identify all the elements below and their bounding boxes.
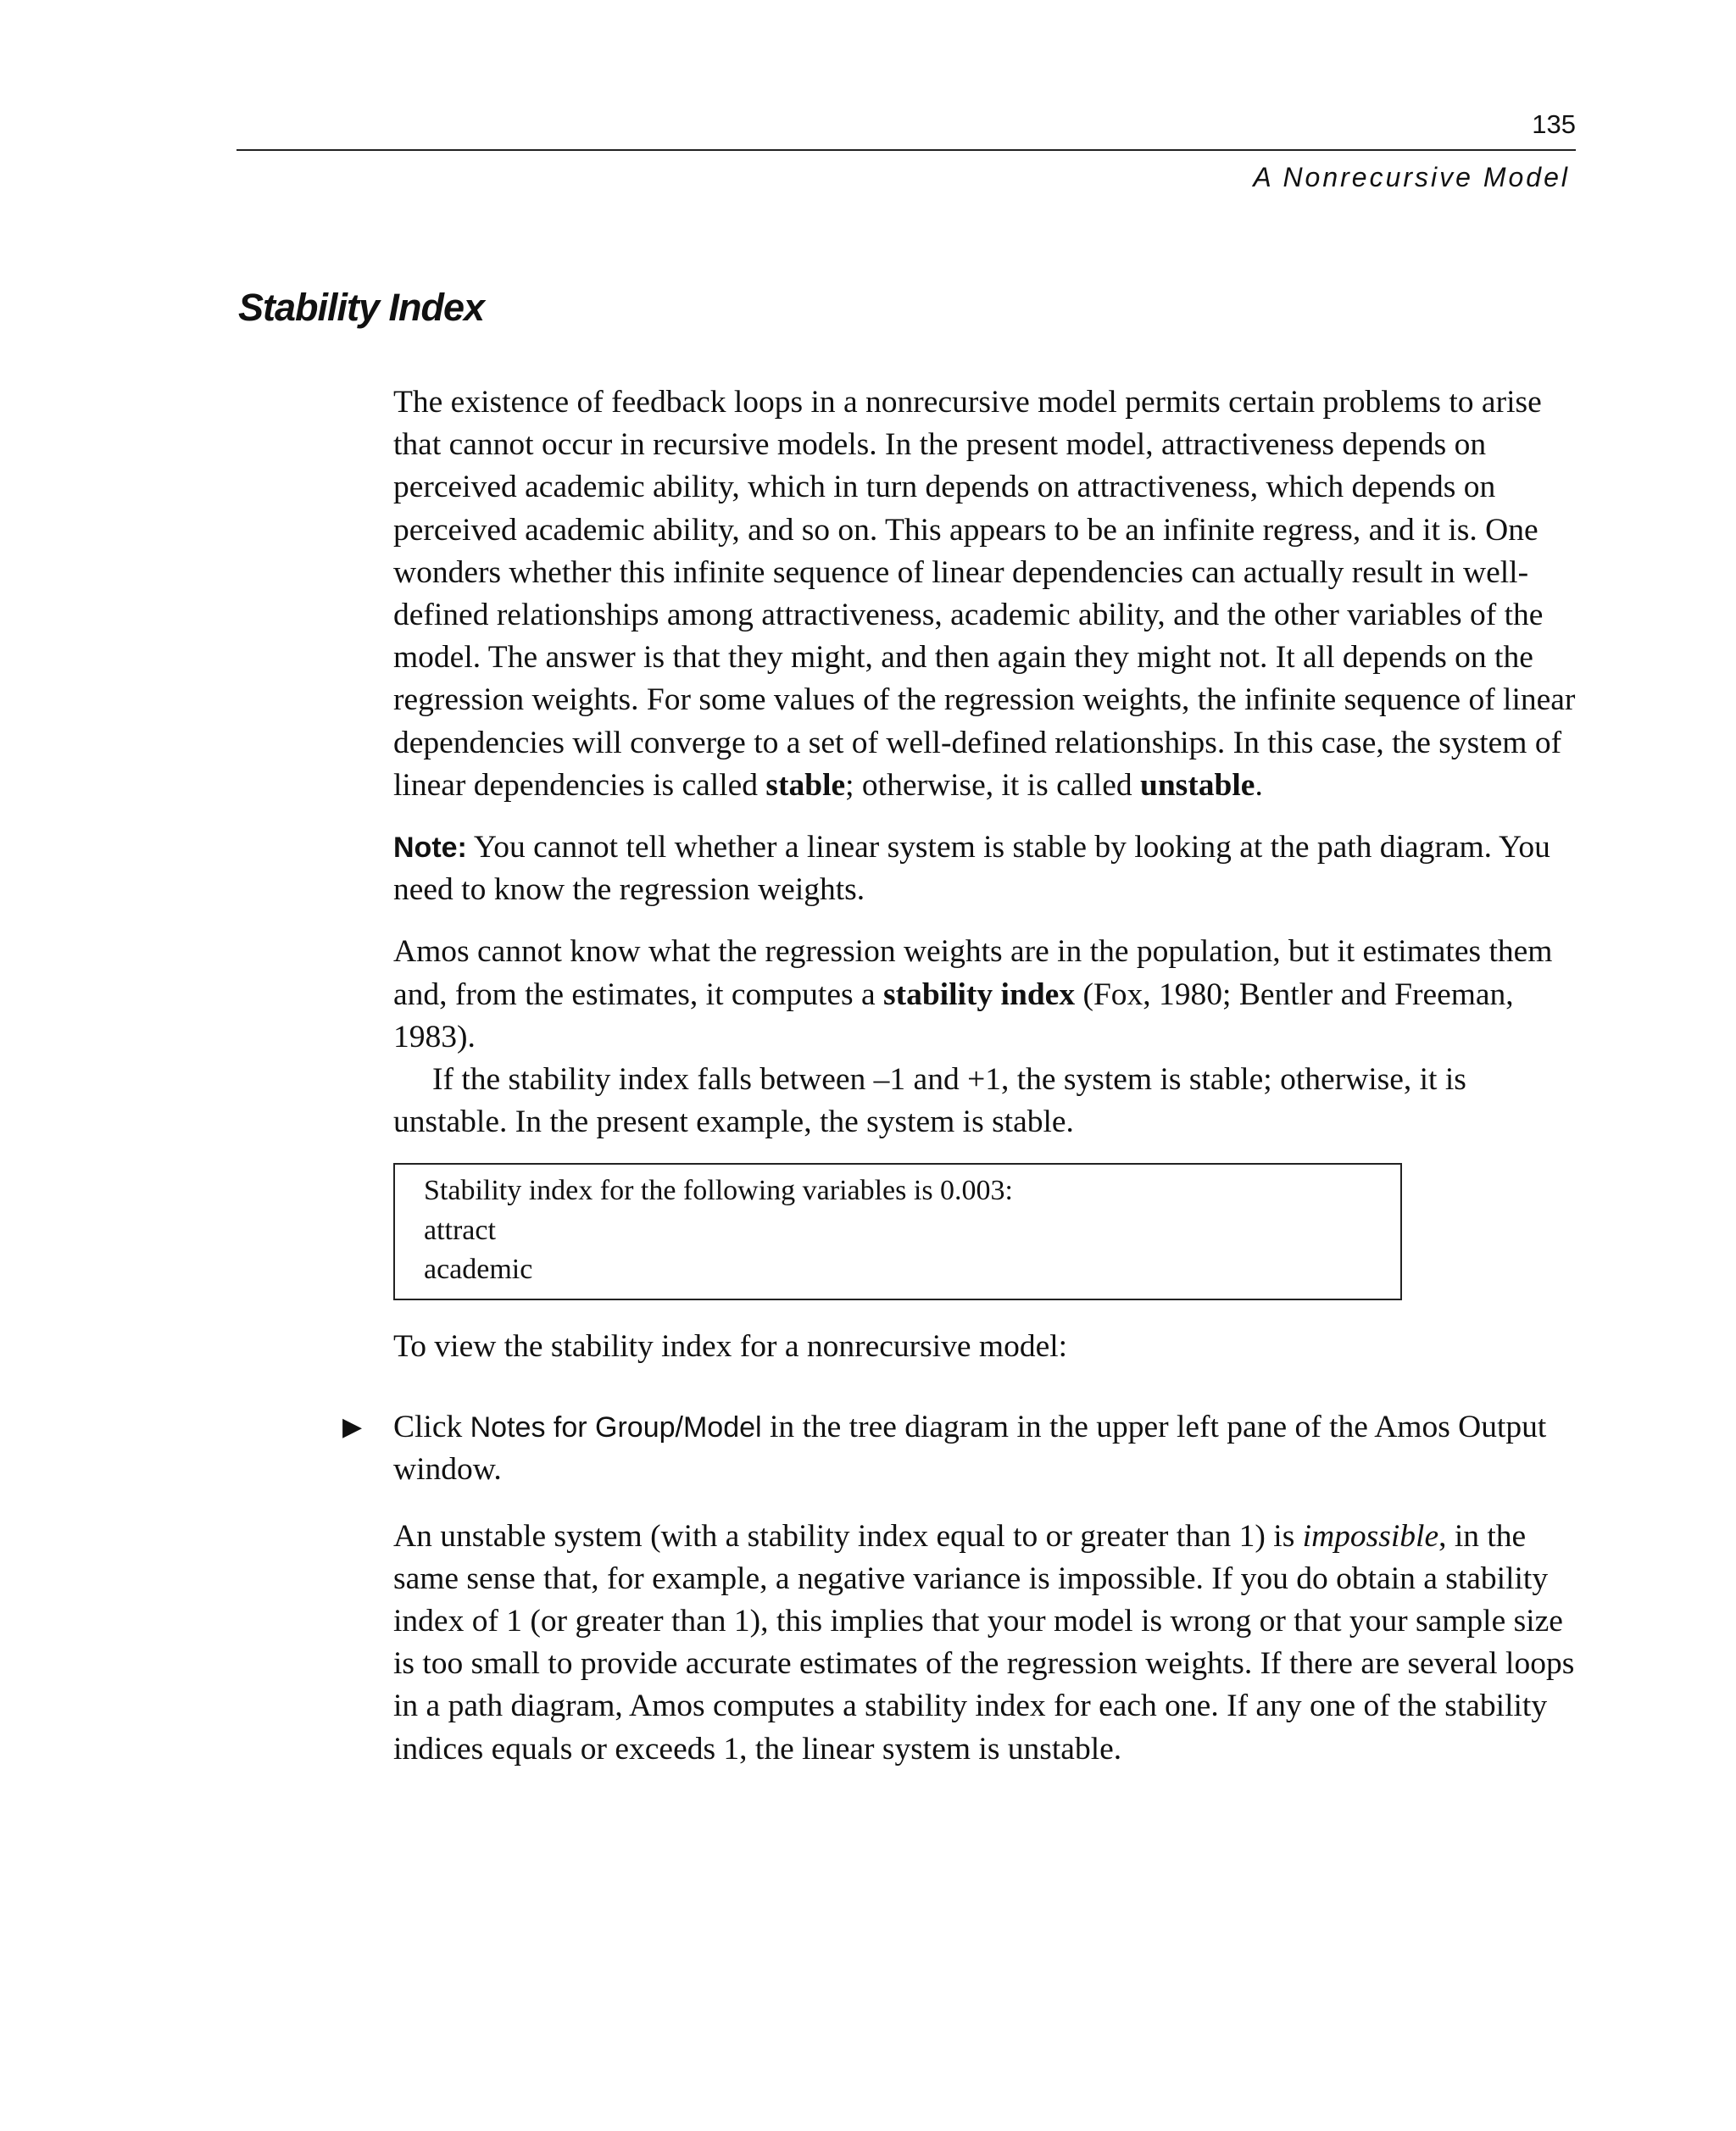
paragraph-amos-estimates [393,931,1580,1059]
step-arrow-icon: ▶ [342,1412,363,1443]
note-paragraph [393,826,1580,911]
view-instruction: To view the stability index for a nonrecursive model: [393,1328,1068,1364]
term-unstable: unstable [1139,767,1255,803]
output-box [393,1163,1402,1300]
step-text: Click [393,1410,470,1445]
term-stable: stable [765,767,846,803]
paragraph-stability-range: If the stability index falls between –1 and +1, the system is stable; otherwise, it is unstable. In the present example, the system is stable. [393,1062,1466,1140]
paragraph-text: The existence of feedback loops in a nonrecursive model permits certain problems to arise that cannot occur in recursive models. In the present model, attractiveness depends on perceived academic ability, which in turn depends on attractiveness, which depends on perceived academic ability, and so on. This appears to be an infinite regress, and it is. One wonders whether this infinite sequence of linear dependencies can actually result in well-defined relationships among attractiveness, academic ability, and the other variables of the model. The answer is that they might, and then again they might not. It all depends on the regression weights. For some values of the regression weights, the infinite sequence of linear dependencies will converge to a set of well-defined relationships. In this case, the system of linear dependencies is called [393,385,1576,803]
paragraph-text: , in the same sense that, for example, a negative variance is impossible. If you do obtain a stability index of 1 (or greater than 1), this implies that your model is wrong or that your sample size is too small to provide accurate estimates of the regression weights. If there are several loops in a path diagram, Amos computes a stability index for each one. If any one of the stability indices equals or exceeds 1, the linear system is unstable. [393,1518,1575,1767]
term-impossible: impossible [1302,1518,1439,1554]
output-line: academic [424,1254,533,1286]
page-number: 135 [1532,109,1576,139]
paragraph-text: . [1255,767,1263,803]
body-text [342,381,1580,1771]
output-line: Stability index for the following variables is 0.003: [424,1175,1014,1207]
step-item [342,1406,1580,1491]
term-stability-index: stability index [882,976,1076,1012]
header-rule [236,149,1576,151]
step-text: in the tree diagram in the upper left pane of the Amos Output window. [393,1410,1547,1488]
output-line: attract [424,1214,496,1246]
running-head: A Nonrecursive Model [1253,162,1570,192]
paragraph-unstable-system [393,1516,1580,1771]
paragraph-text: Amos cannot know what the regression weights are in the population, but it estimates them and, from the estimates, it computes a [393,934,1553,1012]
paragraph-text: ; otherwise, it is called [845,767,1140,803]
menu-ref-notes-for-group-model: Notes for Group/Model [470,1411,762,1444]
paragraph-text: An unstable system (with a stability index equal to or greater than 1) is [393,1518,1303,1554]
note-text: You cannot tell whether a linear system is stable by looking at the path diagram. You need to know the regression weights. [393,830,1550,908]
section-title: Stability Index [238,286,485,329]
paragraph-feedback-loops [393,381,1580,807]
paragraph-text: (Fox, 1980; Bentler and Freeman, 1983). [393,976,1514,1054]
note-label: Note: [393,832,467,865]
